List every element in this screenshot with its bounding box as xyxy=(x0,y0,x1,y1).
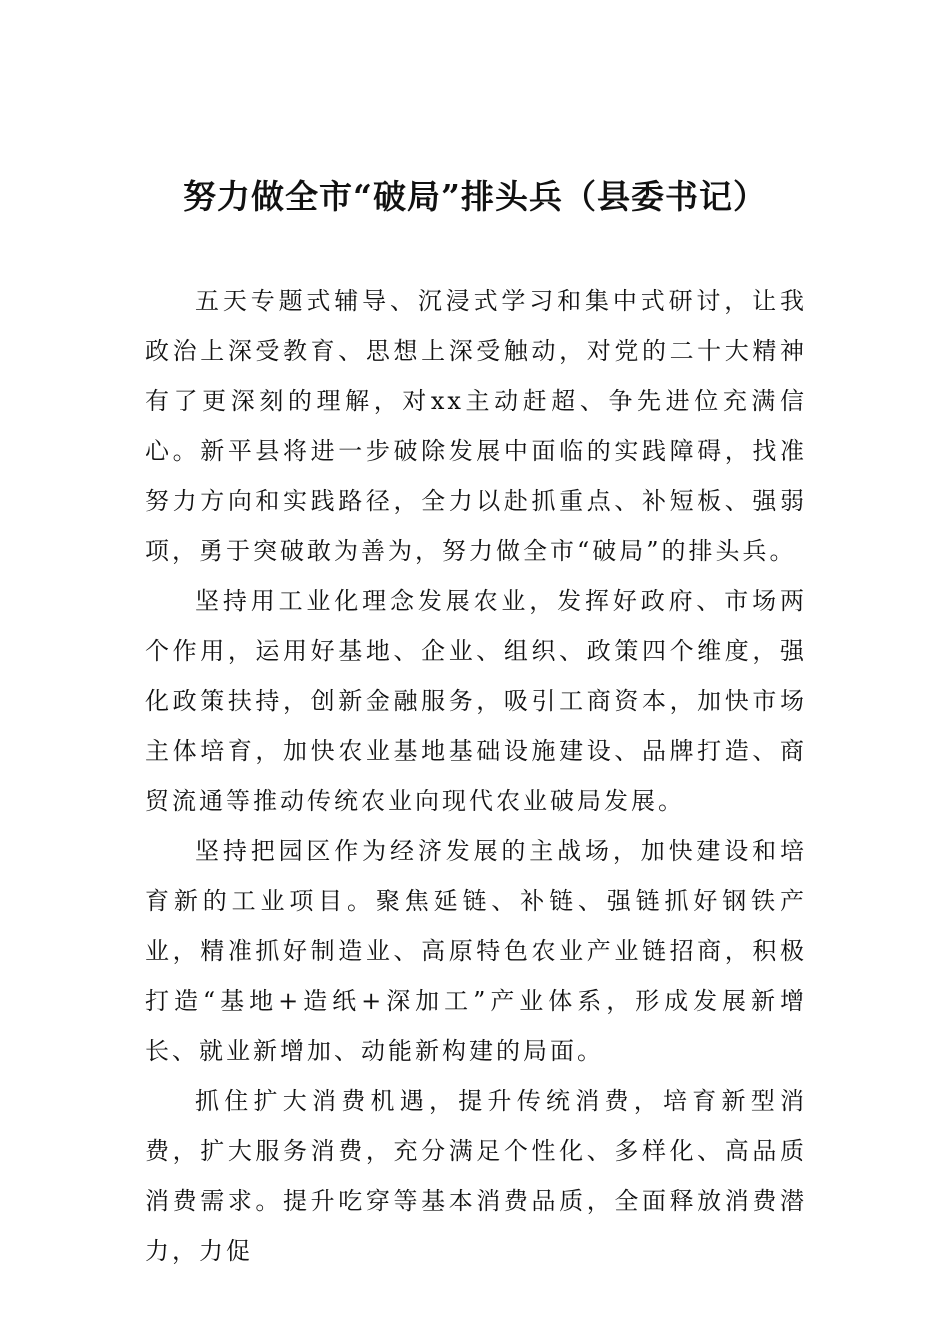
paragraph-4: 抓住扩大消费机遇，提升传统消费，培育新型消费，扩大服务消费，充分满足个性化、多样化、高品质消费需求。提升吃穿等基本消费品质，全面释放消费潜力，力促 xyxy=(145,1087,807,1265)
paragraph-1: 五天专题式辅导、沉浸式学习和集中式研讨，让我政治上深受教育、思想上深受触动，对党的二十大精神有了更深刻的理解，对xx主动赶超、争先进位充满信心。新平县将进一步破除发展中面临的实践障碍，找准努力方向和实践路径，全力以赴抓重点、补短板、强弱项，勇于突破敢为善为，努力做全市“破局”的排头兵。 xyxy=(145,287,807,565)
paragraph-3: 坚持把园区作为经济发展的主战场，加快建设和培育新的工业项目。聚焦延链、补链、强链抓好钢铁产业，精准抓好制造业、高原特色农业产业链招商，积极打造“基地+造纸+深加工”产业体系，形成发展新增长、就业新增加、动能新构建的局面。 xyxy=(145,837,807,1065)
document-body xyxy=(145,276,807,1276)
document-title: 努力做全市“破局”排头兵（县委书记） xyxy=(183,177,767,216)
paragraph-2: 坚持用工业化理念发展农业，发挥好政府、市场两个作用，运用好基地、企业、组织、政策四个维度，强化政策扶持，创新金融服务，吸引工商资本，加快市场主体培育，加快农业基地基础设施建设、品牌打造、商贸流通等推动传统农业向现代农业破局发展。 xyxy=(145,587,807,815)
